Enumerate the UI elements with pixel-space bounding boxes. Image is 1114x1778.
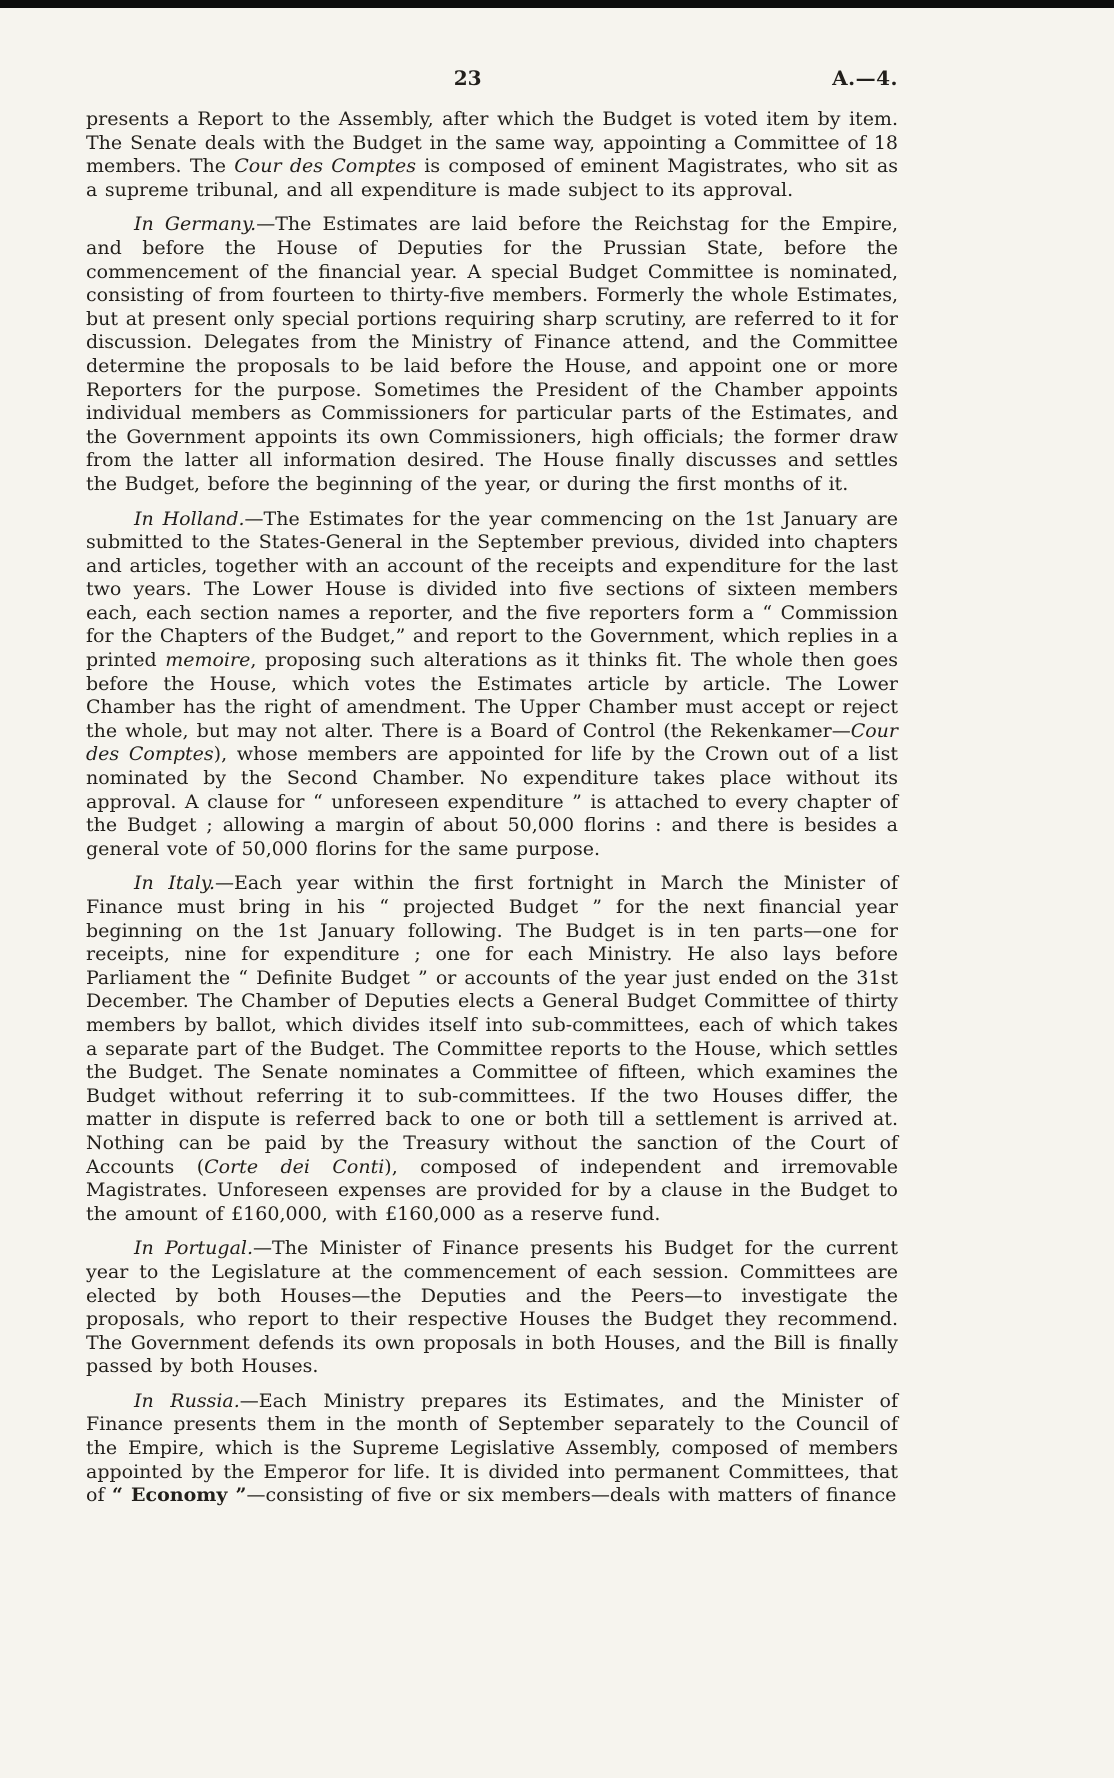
- text-segment: —consisting of five or six members—deals with matters of finance: [246, 1484, 897, 1507]
- text-segment: Corte dei Conti: [204, 1155, 385, 1178]
- text-segment: memoire: [165, 649, 251, 672]
- text-segment: —Each Ministry prepares its Estimates, and the Minister of Finance presents them in the month of September separately to the Council of the Empire, which is the Supreme Legislative Assembly, composed of members appointed by the Emperor for life. It is divided into permanent Committees, that of: [86, 1389, 898, 1507]
- paragraph: [86, 1390, 898, 1508]
- text-segment: ), composed of independent and irremovable Magistrates. Unforeseen expenses are provided for by a clause in the Budget to the amount of £160,000, with £160,000 as a reserve fund.: [86, 1155, 898, 1225]
- paragraph: [86, 213, 898, 496]
- paragraph: [86, 1237, 898, 1379]
- text-column: [86, 66, 898, 1508]
- text-segment: In Italy.: [134, 872, 216, 895]
- text-segment: —The Estimates for the year commencing on the 1st January are submitted to the States-General in the September previous, divided into chapters and articles, together with an account of the receipts and expenditure for the last two years. The Lower House is divided into five sections of sixteen members each, each section names a reporter, and the five reporters form a “ Commission for the Chapters of the Budget,” and report to the Government, which replies in a printed: [86, 507, 898, 672]
- paragraph: [86, 872, 898, 1226]
- text-segment: In Germany.: [134, 213, 257, 236]
- page-number: 23: [453, 66, 482, 90]
- text-segment: In Russia.: [134, 1389, 240, 1412]
- page-header: [86, 66, 898, 96]
- text-segment: Cour des Comptes: [234, 155, 417, 178]
- text-segment: is composed of eminent Magistrates, who sit as a supreme tribunal, and all expenditure is made subject to its approval.: [86, 155, 898, 201]
- text-segment: —The Estimates are laid before the Reichstag for the Empire, and before the House of Deputies for the Prussian State, before the commencement of the financial year. A special Budget Committee is nominated, consisting of from fourteen to thirty-five members. Formerly the whole Estimates, but at present only special portions requiring sharp scrutiny, are referred to it for discussion. Delegates from the Ministry of Finance attend, and the Committee determine the proposals to be laid before the House, and appoint one or more Reporters for the purpose. Sometimes the President of the Chamber appoints individual members as Commissioners for particular parts of the Estimates, and the Government appoints its own Commissioners, high officials; the former draw from the latter all information desired. The House finally discusses and settles the Budget, before the beginning of the year, or during the first months of it.: [86, 213, 898, 495]
- text-segment: Cour des Comptes: [86, 719, 898, 766]
- document-body: [86, 108, 898, 1508]
- paragraph: [86, 508, 898, 862]
- text-segment: presents a Report to the Assembly, after which the Budget is voted item by item. The Senate deals with the Budget in the same way, appointing a Committee of 18 members. The: [86, 108, 898, 178]
- text-segment: —Each year within the first fortnight in March the Minister of Finance must bring in his “ projected Budget ” for the next financial year beginning on the 1st January following. The Budget is in ten parts—one for receipts, nine for expenditure ; one for each Ministry. He also lays before Parliament the “ Definite Budget ” or accounts of the year just ended on the 31st December. The Chamber of Deputies elects a General Budget Committee of thirty members by ballot, which divides itself into sub-committees, each of which takes a separate part of the Budget. The Committee reports to the House, which settles the Budget. The Senate nominates a Committee of fifteen, which examines the Budget without referring it to sub-committees. If the two Houses differ, the matter in dispute is referred back to one or both till a settlement is arrived at. Nothing can be paid by the Treasury without the sanction of the Court of Accounts (: [86, 872, 899, 1178]
- paragraph: [86, 108, 898, 202]
- text-segment: “ Economy ”: [112, 1484, 247, 1507]
- text-segment: —The Minister of Finance presents his Budget for the current year to the Legislature at the commencement of each session. Committees are elected by both Houses—the Deputies and the Peers—to investigate the proposals, who report to their respective Houses the Budget they recommend. The Government defends its own proposals in both Houses, and the Bill is finally passed by both Houses.: [86, 1237, 899, 1378]
- text-segment: , proposing such alterations as it thinks fit. The whole then goes before the House, which votes the Estimates article by article. The Lower Chamber has the right of amendment. The Upper Chamber must accept or reject the whole, but may not alter. There is a Board of Control (the Rekenkamer—: [86, 649, 899, 742]
- text-segment: In Holland.: [134, 507, 245, 530]
- text-segment: ), whose members are appointed for life by the Crown out of a list nominated by the Second Chamber. No expenditure takes place without its approval. A clause for “ unforeseen expenditure ” is attached to every chapter of the Budget ; allowing a margin of about 50,000 florins : and there is besides a general vote of 50,000 florins for the same purpose.: [86, 743, 898, 860]
- folio-reference: A.—4.: [832, 66, 898, 90]
- text-segment: In Portugal.: [134, 1237, 254, 1260]
